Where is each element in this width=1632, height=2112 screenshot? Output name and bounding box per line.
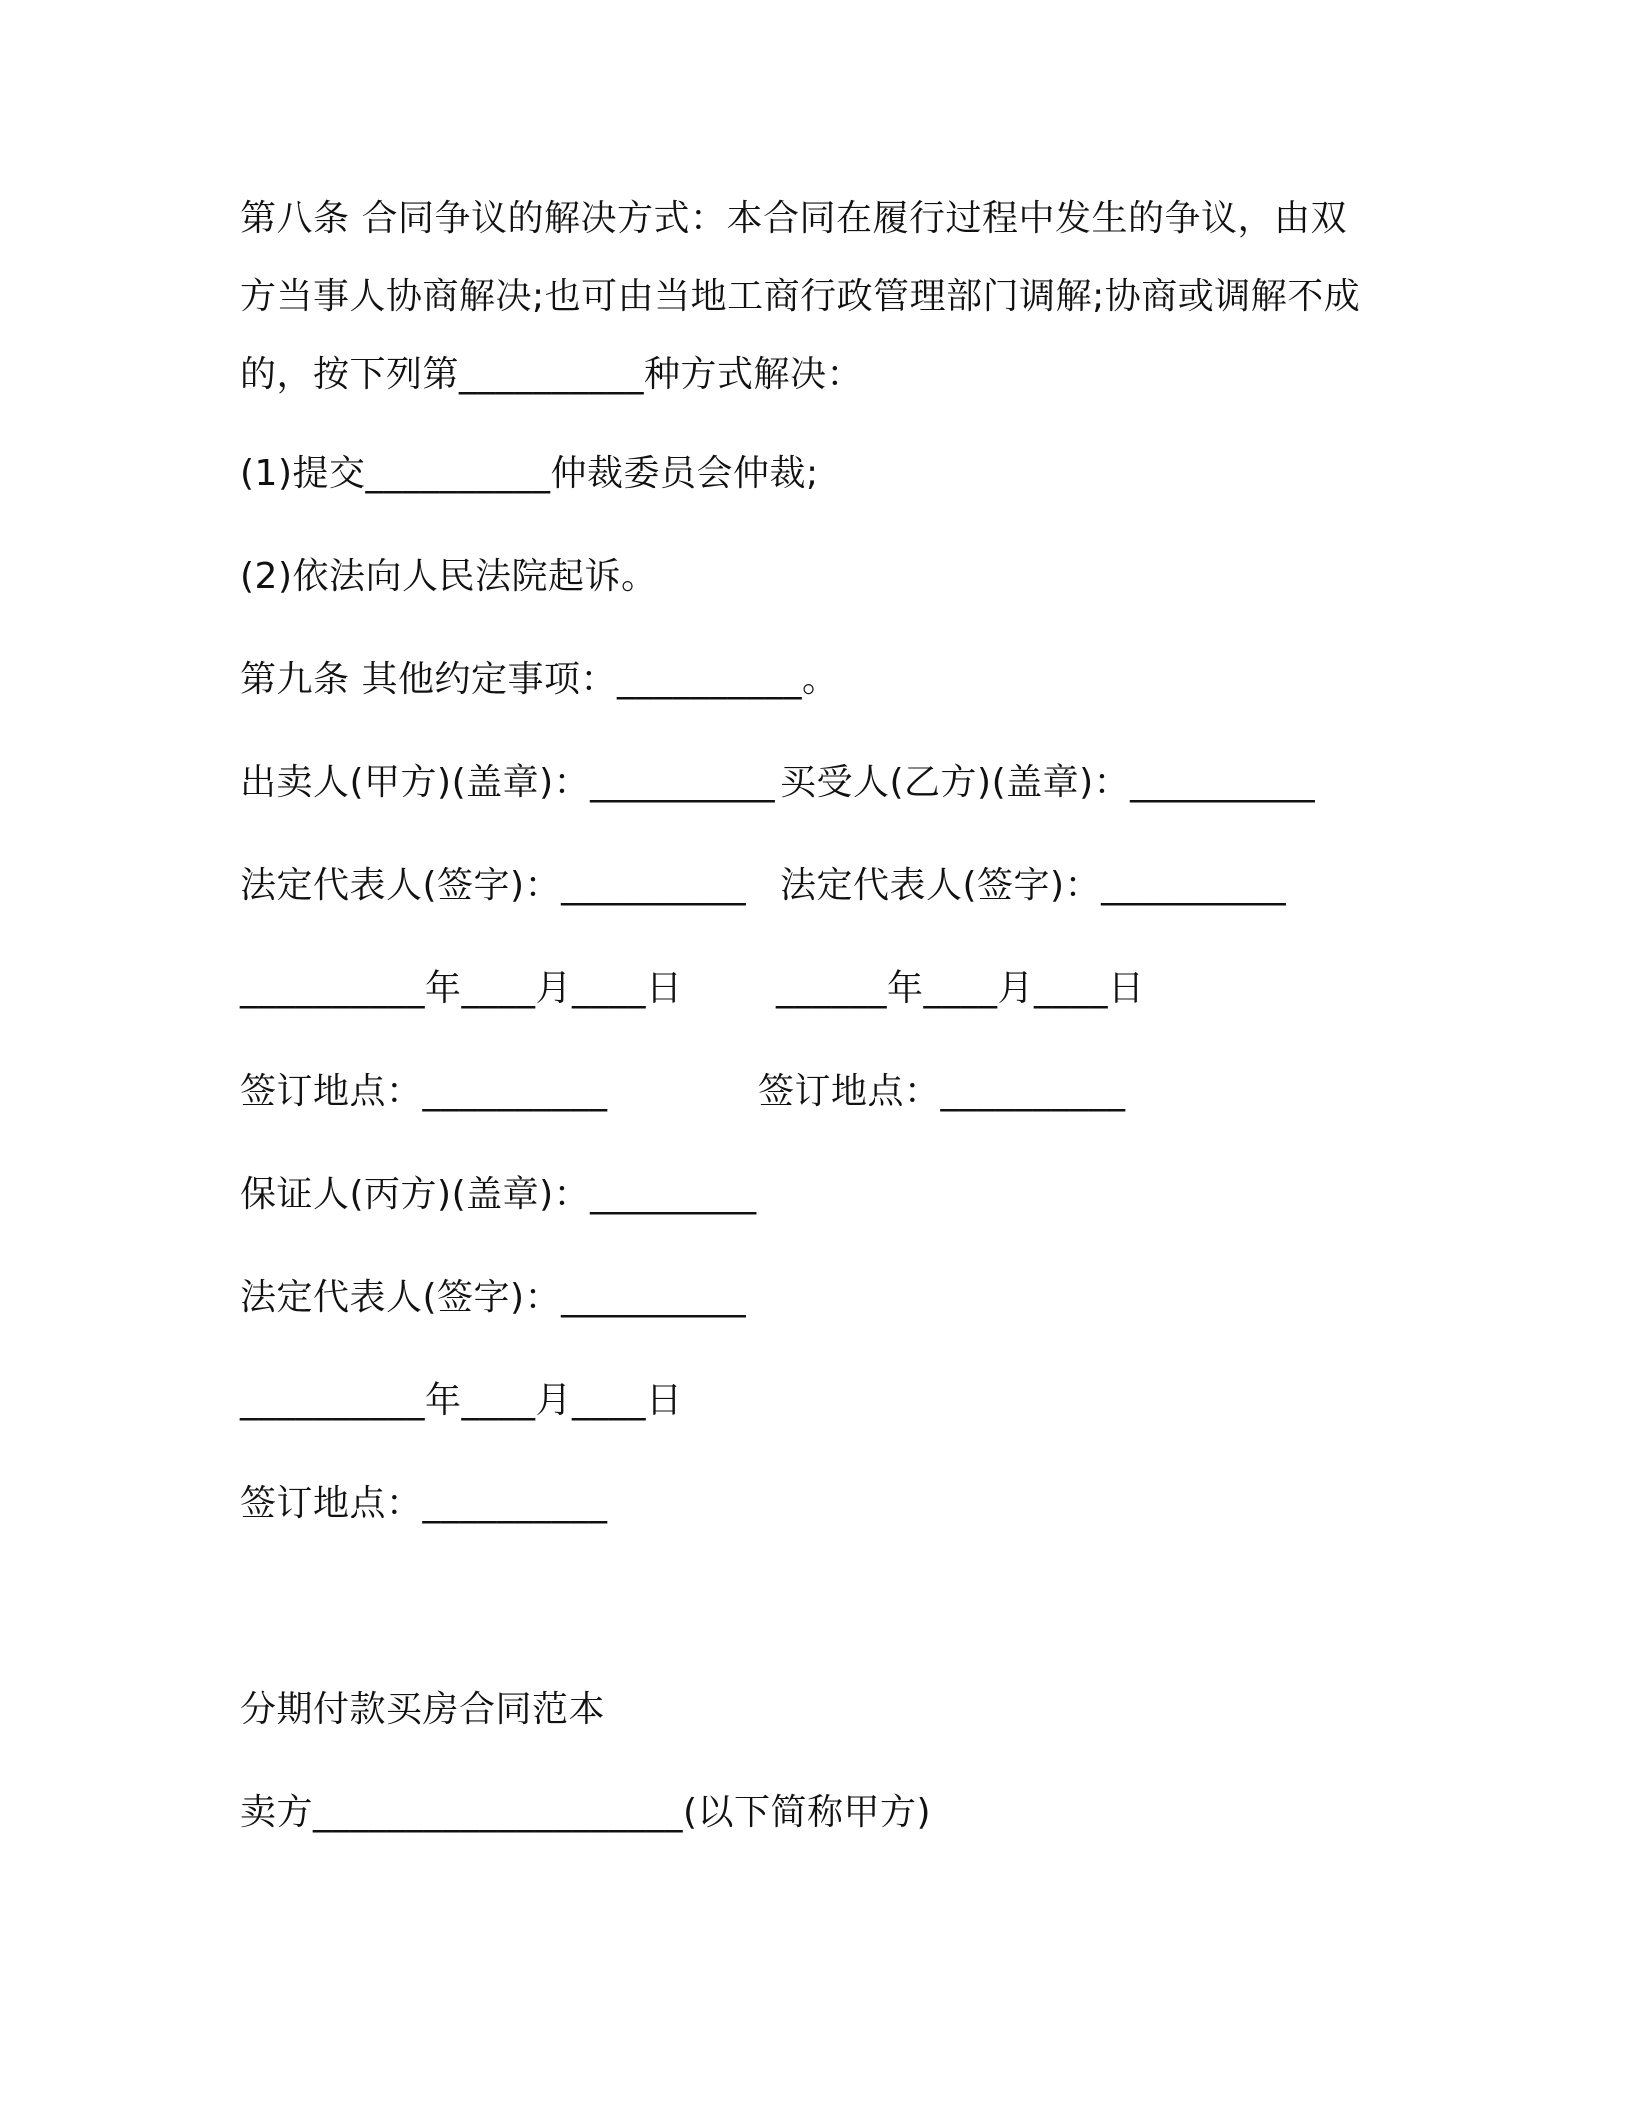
guarantor-seal-field: 保证人(丙方)(盖章)：_________	[240, 1174, 757, 1215]
article-8-line-1: 第八条 合同争议的解决方式：本合同在履行过程中发生的争议，由双	[240, 198, 1347, 239]
buyer-representative-field: 法定代表人(签字)：__________	[780, 865, 1287, 906]
contract-title: 分期付款买房合同范本	[240, 1689, 606, 1730]
guarantor-representative-field: 法定代表人(签字)：__________	[240, 1277, 747, 1318]
buyer-date-field: ______年____月____日	[776, 968, 1145, 1009]
article-8-line-3: 的，按下列第__________种方式解决：	[240, 354, 864, 395]
article-8-paragraph	[240, 180, 1390, 414]
seller-party-line: 卖方____________________(以下简称甲方)	[240, 1792, 932, 1833]
seller-signing-place: 签订地点：__________	[240, 1071, 608, 1112]
seller-representative-field: 法定代表人(签字)：__________	[240, 865, 747, 906]
article-9: 第九条 其他约定事项：__________。	[240, 659, 839, 700]
article-8-line-2: 方当事人协商解决;也可由当地工商行政管理部门调解;协商或调解不成	[240, 276, 1361, 317]
seller-seal-field: 出卖人(甲方)(盖章)：__________	[240, 762, 776, 803]
dispute-option-2: (2)依法向人民法院起诉。	[240, 556, 658, 597]
seller-date-field: __________年____月____日	[240, 968, 683, 1009]
buyer-signing-place: 签订地点：__________	[758, 1071, 1126, 1112]
dispute-option-1: (1)提交__________仲裁委员会仲裁;	[240, 453, 819, 494]
buyer-seal-field: 买受人(乙方)(盖章)：__________	[780, 762, 1316, 803]
guarantor-date-field: __________年____月____日	[240, 1380, 683, 1421]
guarantor-signing-place: 签订地点：__________	[240, 1483, 608, 1524]
